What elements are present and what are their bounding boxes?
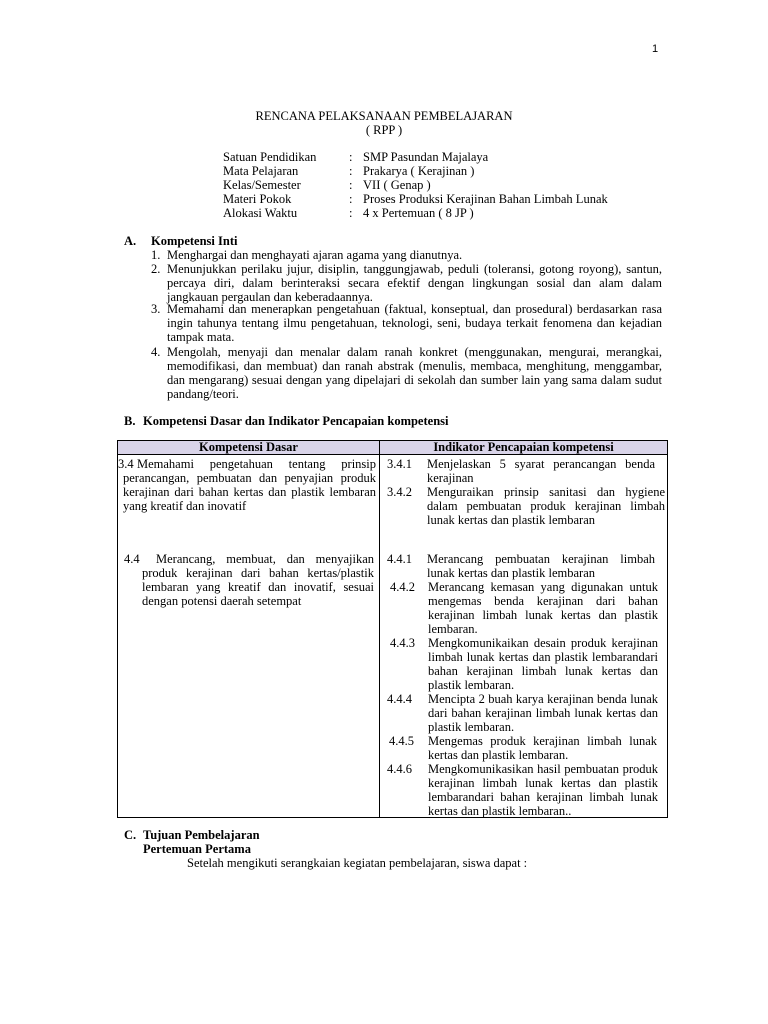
indicator-item (387, 762, 658, 818)
section-c-title: Tujuan Pembelajaran (143, 828, 260, 842)
indicator-item (390, 636, 658, 692)
indicator-item (390, 580, 658, 636)
identity-row (223, 206, 703, 220)
indicator-code: 4.4.2 (390, 580, 415, 594)
indicator-item (389, 734, 657, 762)
table-header-indikator: Indikator Pencapaian kompetensi (380, 441, 668, 455)
identity-value: SMP Pasundan Majalaya (363, 150, 489, 164)
indicator-code: 4.4.1 (387, 552, 412, 566)
indicator-text: Mengemas produk kerajinan limbah lunak kertas dan plastik lembaran. (428, 734, 657, 762)
kd-description: Merancang, membuat, dan menyajikan produk kerajinan dari bahan kertas/plastik lembaran yang kreatif dan inovatif, sesuai dengan potensi daerah setempat (142, 552, 374, 608)
section-c-letter: C. (124, 828, 137, 842)
section-a-title: Kompetensi Inti (151, 234, 238, 248)
indicator-text: Mengkomunikaikan desain produk kerajinan limbah lunak kertas dan plastik lembarandari bahan kerajinan limbah lunak kertas dan plastik lembaran. (428, 636, 658, 692)
indicator-item (387, 457, 655, 485)
document-title: RENCANA PELAKSANAAN PEMBELAJARAN (255, 109, 513, 123)
identity-value: 4 x Pertemuan ( 8 JP ) (363, 206, 474, 220)
indicator-code: 4.4.5 (389, 734, 414, 748)
identity-colon: : (349, 206, 353, 220)
kd-code: 3.4 (118, 457, 134, 471)
identity-colon: : (349, 192, 353, 206)
table-header-kd: Kompetensi Dasar (118, 441, 380, 455)
identity-label: Mata Pelajaran (223, 164, 299, 178)
indicator-code: 4.4.6 (387, 762, 412, 776)
ki-text: Menghargai dan menghayati ajaran agama yang dianutnya. (167, 248, 463, 262)
document-subtitle: ( RPP ) (365, 123, 403, 137)
section-a-letter: A. (124, 234, 137, 248)
identity-row (223, 150, 703, 164)
indicator-code: 4.4.3 (390, 636, 415, 650)
indicator-item (387, 692, 658, 734)
identity-row (223, 164, 703, 178)
identity-row (223, 178, 703, 192)
identity-label: Satuan Pendidikan (223, 150, 317, 164)
indicator-text: Merancang pembuatan kerajinan limbah lunak kertas dan plastik lembaran (427, 552, 655, 580)
section-b-letter: B. (124, 414, 136, 428)
identity-colon: : (349, 164, 353, 178)
indicator-text: Merancang kemasan yang digunakan untuk mengemas benda kerajinan dari bahan kerajinan limbah lunak kertas dan plastik lembaran. (428, 580, 658, 636)
indicator-code: 4.4.4 (387, 692, 412, 706)
identity-label: Alokasi Waktu (223, 206, 298, 220)
ki-item (151, 262, 662, 304)
kompetensi-table (117, 440, 668, 818)
ki-number: 1. (151, 248, 161, 262)
identity-colon: : (349, 150, 353, 164)
indicator-code: 3.4.2 (387, 485, 412, 499)
indikator-column (380, 455, 668, 818)
kd-text (118, 457, 376, 513)
identity-row (223, 192, 703, 206)
identity-value: Proses Produksi Kerajinan Bahan Limbah Lunak (363, 192, 608, 206)
identity-value: Prakarya ( Kerajinan ) (363, 164, 475, 178)
indicator-text: Menjelaskan 5 syarat perancangan benda kerajinan (427, 457, 655, 485)
identity-label: Kelas/Semester (223, 178, 301, 192)
kd-description: Memahami pengetahuan tentang prinsip perancangan, pembuatan dan penyajian produk kerajinan dari bahan kertas dan plastik lembaran yang kreatif dan inovatif (123, 457, 376, 513)
indicator-text: Mengkomunikasikan hasil pembuatan produk kerajinan limbah lunak kertas dan plastik lembarandari bahan kerajinan limbah lunak kertas dan plastik lembaran.. (428, 762, 658, 818)
indicator-item (387, 552, 655, 580)
ki-number: 3. (151, 302, 161, 316)
kd-column (118, 455, 380, 818)
ki-text: Memahami dan menerapkan pengetahuan (faktual, konseptual, dan prosedural) berdasarkan rasa ingin tahunya tentang ilmu pengetahuan, teknologi, seni, budaya terkait fenomena dan kejadian tampak mata. (167, 302, 662, 344)
page-number: 1 (652, 43, 659, 55)
identity-label: Materi Pokok (223, 192, 292, 206)
ki-number: 4. (151, 345, 161, 359)
section-c-meeting: Pertemuan Pertama (143, 842, 251, 856)
kd-code: 4.4 (124, 552, 140, 566)
identity-colon: : (349, 178, 353, 192)
identity-value: VII ( Genap ) (363, 178, 431, 192)
ki-text: Mengolah, menyaji dan menalar dalam ranah konkret (menggunakan, mengurai, merangkai, memodifikasi, dan membuat) dan ranah abstrak (menulis, membaca, menghitung, menggambar, dan mengarang) sesuai dengan yang dipelajari di sekolah dan sumber lain yang sama dalam sudut pandang/teori. (167, 345, 662, 401)
ki-text: Menunjukkan perilaku jujur, disiplin, tanggungjawab, peduli (toleransi, gotong royong), santun, percaya diri, dalam berinteraksi secara efektif dengan lingkungan sosial dan alam dalam jangkauan pergaulan dan keberadaannya. (167, 262, 662, 304)
indicator-text: Menguraikan prinsip sanitasi dan hygiene dalam pembuatan produk kerajinan limbah lunak kertas dan plastik lembaran (427, 485, 665, 527)
section-b-title: Kompetensi Dasar dan Indikator Pencapaian kompetensi (143, 414, 449, 428)
indicator-code: 3.4.1 (387, 457, 412, 471)
ki-item (151, 248, 662, 262)
kd-text (142, 552, 374, 608)
ki-item (151, 302, 662, 344)
indicator-item (387, 485, 665, 527)
indicator-text: Mencipta 2 buah karya kerajinan benda lunak dari bahan kerajinan limbah lunak kertas dan plastik lembaran. (428, 692, 658, 734)
ki-item (151, 345, 662, 401)
ki-number: 2. (151, 262, 161, 276)
section-c-intro: Setelah mengikuti serangkaian kegiatan pembelajaran, siswa dapat : (187, 856, 528, 870)
